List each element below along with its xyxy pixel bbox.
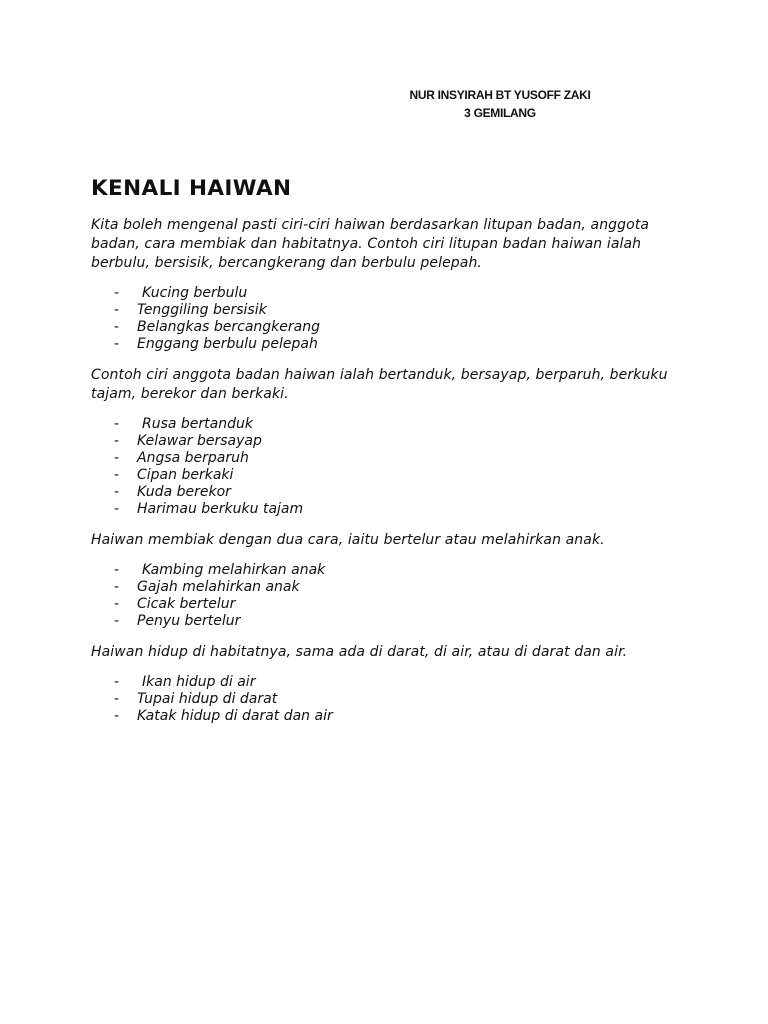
list-item [91, 336, 691, 353]
list-item [91, 467, 691, 484]
bullet-dash: - [114, 336, 120, 352]
list-item-text: Kuda berekor [137, 484, 231, 500]
author-header [380, 86, 620, 122]
list-item [91, 613, 691, 630]
list-item-text: Cicak bertelur [137, 596, 236, 612]
list-item [91, 501, 691, 518]
page-title: KENALI HAIWAN [91, 176, 292, 201]
section-paragraph: Haiwan membiak dengan dua cara, iaitu bertelur atau melahirkan anak. [91, 532, 605, 548]
bullet-list [91, 416, 691, 518]
list-item [91, 708, 691, 725]
list-item-text: Katak hidup di darat dan air [137, 708, 333, 724]
section-paragraph: Haiwan hidup di habitatnya, sama ada di darat, di air, atau di darat dan air. [91, 644, 628, 660]
list-item-text: Tenggiling bersisik [137, 302, 267, 318]
section-paragraph: Kita boleh mengenal pasti ciri-ciri haiwan berdasarkan litupan badan, anggota badan, cara membiak dan habitatnya. Contoh ciri litupan badan haiwan ialah berbulu, bersisik, bercangkerang dan berbulu pelepah. [91, 217, 650, 271]
document-body [91, 170, 691, 738]
list-item-text: Belangkas bercangkerang [137, 319, 320, 335]
bullet-dash: - [114, 433, 120, 449]
bullet-dash: - [114, 613, 120, 629]
list-item-text: Enggang berbulu pelepah [137, 336, 318, 352]
list-item-text: Kucing berbulu [142, 285, 248, 301]
bullet-dash: - [114, 467, 120, 483]
bullet-dash: - [114, 302, 120, 318]
list-item [91, 416, 691, 433]
list-item [91, 285, 691, 302]
bullet-dash: - [114, 319, 120, 335]
list-item [91, 433, 691, 450]
list-item [91, 674, 691, 691]
bullet-list [91, 674, 691, 725]
list-item [91, 319, 691, 336]
list-item [91, 691, 691, 708]
list-item-text: Rusa bertanduk [142, 416, 253, 432]
bullet-dash: - [114, 562, 120, 578]
list-item [91, 596, 691, 613]
list-item [91, 450, 691, 467]
bullet-dash: - [114, 674, 120, 690]
bullet-dash: - [114, 691, 120, 707]
bullet-dash: - [114, 416, 120, 432]
list-item-text: Ikan hidup di air [142, 674, 256, 690]
list-item-text: Angsa berparuh [137, 450, 249, 466]
bullet-dash: - [114, 450, 120, 466]
bullet-dash: - [114, 501, 120, 517]
list-item-text: Gajah melahirkan anak [137, 579, 300, 595]
bullet-dash: - [114, 596, 120, 612]
bullet-dash: - [114, 484, 120, 500]
list-item-text: Kelawar bersayap [137, 433, 262, 449]
list-item [91, 302, 691, 319]
bullet-list [91, 285, 691, 353]
list-item-text: Penyu bertelur [137, 613, 241, 629]
bullet-list [91, 562, 691, 630]
bullet-dash: - [114, 708, 120, 724]
bullet-dash: - [114, 285, 120, 301]
list-item [91, 579, 691, 596]
list-item [91, 484, 691, 501]
student-name: NUR INSYIRAH BT YUSOFF ZAKI [409, 88, 591, 102]
section-paragraph: Contoh ciri anggota badan haiwan ialah bertanduk, bersayap, berparuh, berkuku tajam, berekor dan berkaki. [91, 367, 668, 402]
list-item-text: Cipan berkaki [137, 467, 234, 483]
student-class: 3 GEMILANG [464, 106, 536, 120]
list-item-text: Tupai hidup di darat [137, 691, 278, 707]
list-item-text: Harimau berkuku tajam [137, 501, 304, 517]
bullet-dash: - [114, 579, 120, 595]
list-item [91, 562, 691, 579]
list-item-text: Kambing melahirkan anak [142, 562, 326, 578]
